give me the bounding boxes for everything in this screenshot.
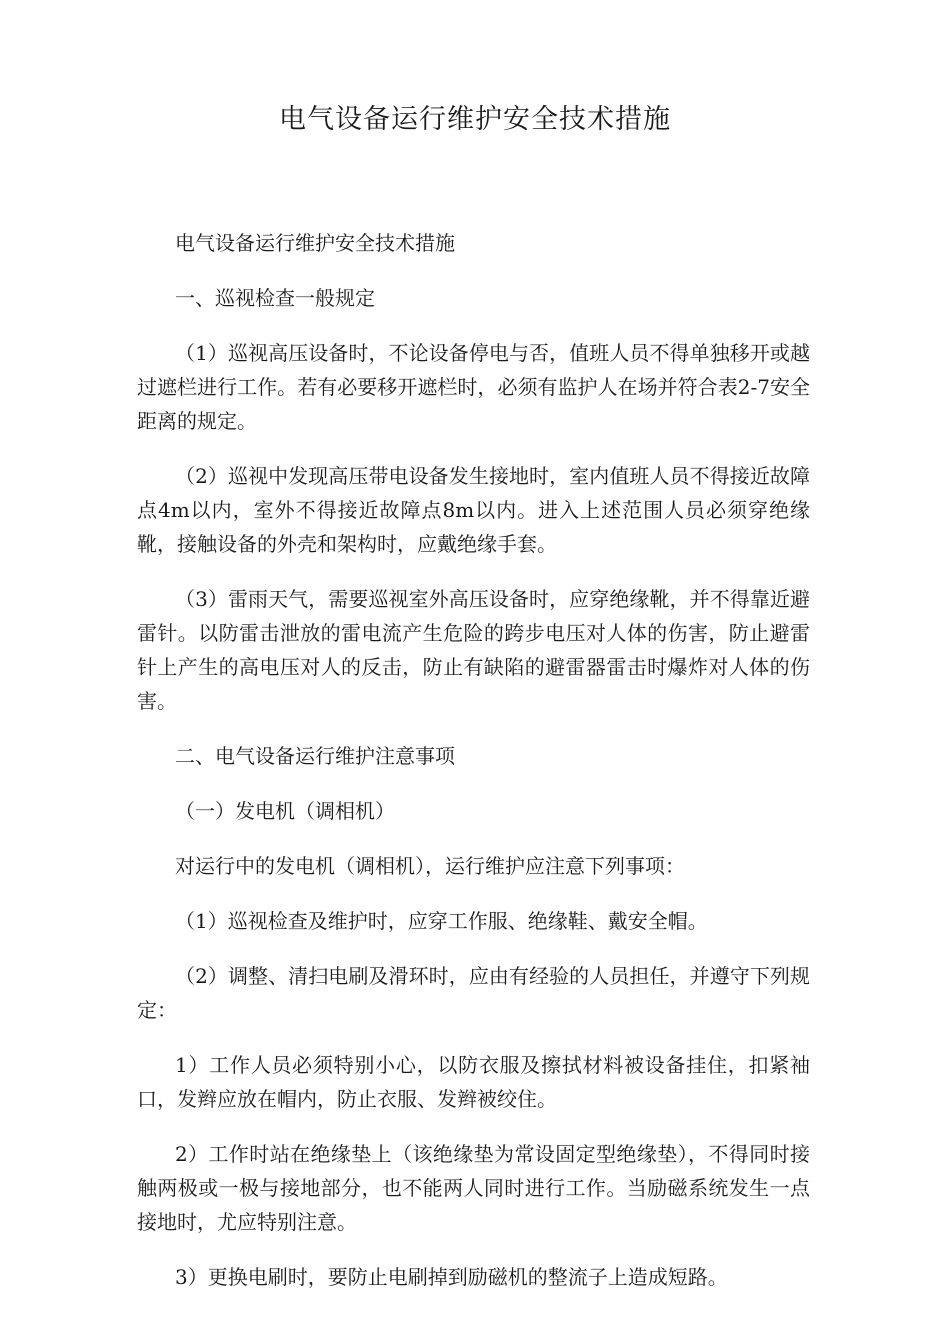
document-body	[137, 226, 810, 1315]
paragraph-subrule-1: 1）工作人员必须特别小心，以防衣服及擦拭材料被设备挂住，扣紧袖口，发辫应放在帽内，防止衣服、发辫被绞住。	[137, 1053, 810, 1111]
section-heading-1: 一、巡视检查一般规定	[175, 286, 375, 310]
document-title: 电气设备运行维护安全技术措施	[279, 104, 671, 135]
paragraph-item-1: （1）巡视高压设备时，不论设备停电与否，值班人员不得单独移开或越过遮栏进行工作。若有必要移开遮栏时，必须有监护人在场并符合表2-7安全距离的规定。	[137, 341, 810, 433]
paragraph-rule-2: （2）调整、清扫电刷及滑环时，应由有经验的人员担任，并遵守下列规定：	[137, 964, 810, 1022]
subsection-heading-generator: （一）发电机（调相机）	[175, 799, 395, 823]
section-heading-2: 二、电气设备运行维护注意事项	[175, 744, 455, 768]
paragraph-rule-1: （1）巡视检查及维护时，应穿工作服、绝缘鞋、戴安全帽。	[175, 909, 708, 933]
paragraph-subtitle: 电气设备运行维护安全技术措施	[175, 231, 455, 255]
paragraph-item-2: （2）巡视中发现高压带电设备发生接地时，室内值班人员不得接近故障点4m以内，室外不得接近故障点8m以内。进入上述范围人员必须穿绝缘靴，接触设备的外壳和架构时，应戴绝缘手套。	[137, 464, 810, 556]
paragraph-subrule-2: 2）工作时站在绝缘垫上（该绝缘垫为常设固定型绝缘垫），不得同时接触两极或一极与接地部分，也不能两人同时进行工作。当励磁系统发生一点接地时，尤应特别注意。	[137, 1142, 810, 1234]
paragraph-intro: 对运行中的发电机（调相机），运行维护应注意下列事项：	[175, 854, 685, 878]
paragraph-subrule-3: 3）更换电刷时，要防止电刷掉到励磁机的整流子上造成短路。	[175, 1265, 728, 1289]
paragraph-item-3: （3）雷雨天气，需要巡视室外高压设备时，应穿绝缘靴，并不得靠近避雷针。以防雷击泄放的雷电流产生危险的跨步电压对人体的伤害，防止避雷针上产生的高电压对人的反击，防止有缺陷的避雷器雷击时爆炸对人体的伤害。	[137, 587, 810, 713]
